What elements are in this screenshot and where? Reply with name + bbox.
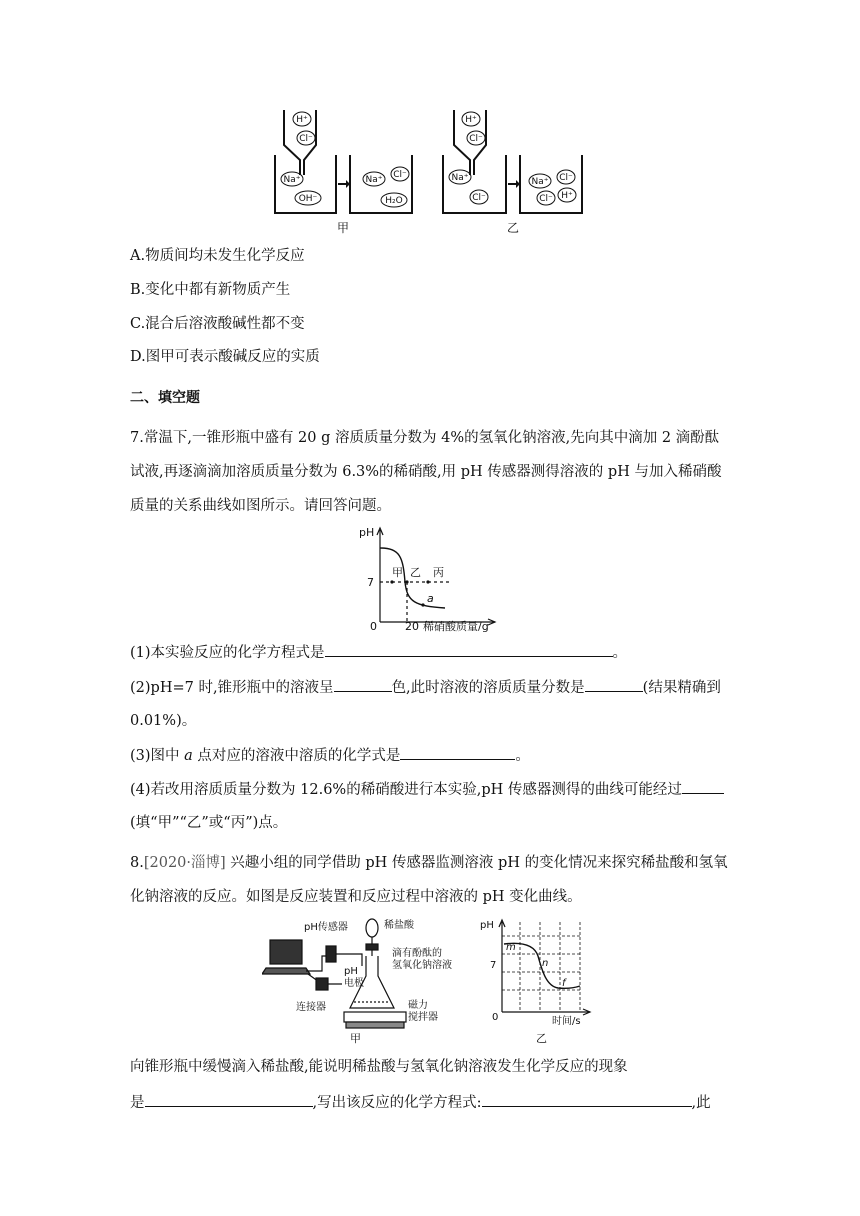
- q8-equation-blank[interactable]: [482, 1092, 692, 1107]
- q8-chart-f: f: [562, 978, 566, 989]
- q8-label-electrode1: pH: [344, 966, 358, 977]
- laptop-icon: [270, 940, 302, 964]
- q8-text2-b: ,写出该反应的化学方程式:: [312, 1095, 482, 1111]
- ion-cl-yi: Cl⁻: [469, 134, 483, 144]
- q7-part2-text-b: 色,此时溶液的溶质质量分数是: [391, 680, 585, 696]
- ion-beaker-figure: [270, 105, 600, 240]
- q7-part1: [130, 642, 627, 663]
- q7-part3-end: 。: [515, 748, 530, 764]
- q7-part2-text-c: (结果精确到: [642, 680, 721, 696]
- q7-part1-text: (1)本实验反应的化学方程式是: [130, 645, 325, 661]
- q8-chart-n: n: [542, 958, 549, 969]
- q7-part1-blank[interactable]: [325, 642, 613, 657]
- option-c: C.混合后溶液酸碱性都不变: [130, 316, 305, 332]
- ion-na-yi: Na⁺: [451, 173, 469, 183]
- q8-chart-xlabel: 时间/s: [552, 1016, 581, 1027]
- ion-beaker-diagram: [270, 105, 600, 240]
- q7-chart-yi: 乙: [410, 566, 421, 579]
- q7-part4: [130, 779, 724, 800]
- q8-label-sensor: pH传感器: [304, 922, 348, 933]
- section-title: 二、填空题: [130, 390, 200, 406]
- q8-text1: 向锥形瓶中缓慢滴入稀盐酸,能说明稀盐酸与氢氧化钠溶液发生化学反应的现象: [130, 1059, 628, 1075]
- ion-cl-yi-after-2: Cl⁻: [539, 194, 553, 204]
- ion-cl-jia-after: Cl⁻: [393, 170, 407, 180]
- q7-chart-x20: 20: [405, 620, 419, 633]
- q7-part1-end: 。: [612, 645, 628, 661]
- ion-cl-yi-after: Cl⁻: [559, 173, 573, 183]
- q8-label-stirrer1: 磁力: [408, 1000, 428, 1011]
- caption-yi: 乙: [506, 221, 520, 235]
- ion-h-jia: H⁺: [296, 115, 308, 125]
- q7-part3-text-b: 点对应的溶液中溶质的化学式是: [197, 748, 401, 764]
- q8-caption-jia: 甲: [350, 1032, 361, 1045]
- q7-part2-blank-color[interactable]: [334, 677, 392, 692]
- stirrer-icon: [344, 1012, 406, 1022]
- option-d: D.图甲可表示酸碱反应的实质: [130, 349, 320, 365]
- q7-part2-blank-fraction[interactable]: [585, 677, 643, 692]
- q7-part4-cont: (填“甲”“乙”或“丙”)点。: [130, 815, 288, 831]
- q7-part3-text-a: (3)图中: [130, 748, 180, 764]
- q7-chart-xlabel: 稀硝酸质量/g: [423, 620, 489, 633]
- q8-line1-text: 兴趣小组的同学借助 pH 传感器监测溶液 pH 的变化情况来探究稀盐酸和氢氧: [225, 855, 728, 871]
- q8-line2: 化钠溶液的反应。如图是反应装置和反应过程中溶液的 pH 变化曲线。: [130, 889, 582, 905]
- q7-part3: [130, 745, 530, 766]
- option-a: A.物质间均未发生化学反应: [130, 248, 305, 264]
- q7-part2: [130, 677, 721, 698]
- q7-part4-text: (4)若改用溶质质量分数为 12.6%的稀硝酸进行本实验,pH 传感器测得的曲线可能经过: [130, 782, 682, 798]
- q8-label-acid: 稀盐酸: [384, 920, 414, 931]
- q8-num: 8.: [130, 855, 144, 871]
- q8-label-solution2: 氢氧化钠溶液: [392, 960, 452, 971]
- q8-caption-yi: 乙: [536, 1032, 547, 1045]
- q7-part2-text-a: (2)pH=7 时,锥形瓶中的溶液呈: [130, 680, 334, 696]
- q8-label-connector: 连接器: [296, 1002, 326, 1013]
- ion-na-jia: Na⁺: [283, 175, 301, 185]
- q8-chart-y7: 7: [490, 960, 497, 971]
- q8-chart-origin: 0: [492, 1012, 499, 1023]
- point-jia: [390, 580, 393, 583]
- q8-text2-c: ,此: [691, 1095, 711, 1111]
- connector-icon: [316, 978, 328, 990]
- point-yi: [405, 580, 408, 583]
- caption-jia: 甲: [336, 221, 350, 235]
- ion-na-jia-after: Na⁺: [365, 175, 383, 185]
- ion-na-yi-after: Na⁺: [531, 177, 549, 187]
- q8-label-stirrer2: 搅拌器: [408, 1012, 438, 1023]
- q7-chart-jia: 甲: [392, 566, 403, 579]
- q7-line2: 试液,再逐滴滴加溶质质量分数为 6.3%的稀硝酸,用 pH 传感器测得溶液的 pH 与加入稀硝酸: [130, 464, 722, 480]
- q8-source: [2020·淄博]: [143, 855, 226, 871]
- q8-label-electrode2: 电极: [344, 978, 364, 989]
- ion-h-yi: H⁺: [465, 115, 477, 125]
- ion-cl-jia: Cl⁻: [299, 134, 313, 144]
- q8-phenomenon-blank[interactable]: [145, 1092, 313, 1107]
- q8-text2: [130, 1092, 711, 1113]
- ion-h-yi-after: H⁺: [561, 191, 573, 201]
- point-bing: [426, 580, 429, 583]
- q8-line1: [130, 853, 728, 873]
- q7-part2-cont: 0.01%)。: [130, 713, 197, 729]
- q7-chart-a: a: [427, 592, 434, 605]
- q7-line3: 质量的关系曲线如图所示。请回答问题。: [130, 498, 391, 514]
- q7-chart-bing: 丙: [433, 566, 444, 579]
- q7-chart-origin: 0: [370, 620, 377, 633]
- q7-ph-chart: [355, 522, 505, 634]
- q8-text2-a: 是: [130, 1095, 145, 1111]
- q8-label-solution1: 滴有酚酞的: [392, 948, 442, 959]
- q8-apparatus-figure: [262, 916, 602, 1048]
- q7-part3-a: a: [184, 748, 193, 764]
- q7-chart-ylabel: pH: [359, 526, 375, 539]
- point-a: [421, 603, 424, 606]
- ion-oh-jia: OH⁻: [298, 194, 318, 204]
- q7-line1: 7.常温下,一锥形瓶中盛有 20 g 溶质质量分数为 4%的氢氧化钠溶液,先向其中滴加 2 滴酚酞: [130, 430, 720, 446]
- q8-chart-ylabel: pH: [480, 920, 494, 931]
- q8-chart-m: m: [506, 942, 516, 953]
- option-b: B.变化中都有新物质产生: [130, 282, 291, 298]
- q7-chart-y7: 7: [367, 576, 374, 589]
- ion-h2o-jia-after: H₂O: [385, 196, 403, 206]
- q7-part3-blank[interactable]: [400, 745, 515, 760]
- ion-cl-yi-2: Cl⁻: [472, 193, 486, 203]
- q7-part4-blank[interactable]: [682, 779, 724, 794]
- ph-sensor-icon: [326, 946, 336, 962]
